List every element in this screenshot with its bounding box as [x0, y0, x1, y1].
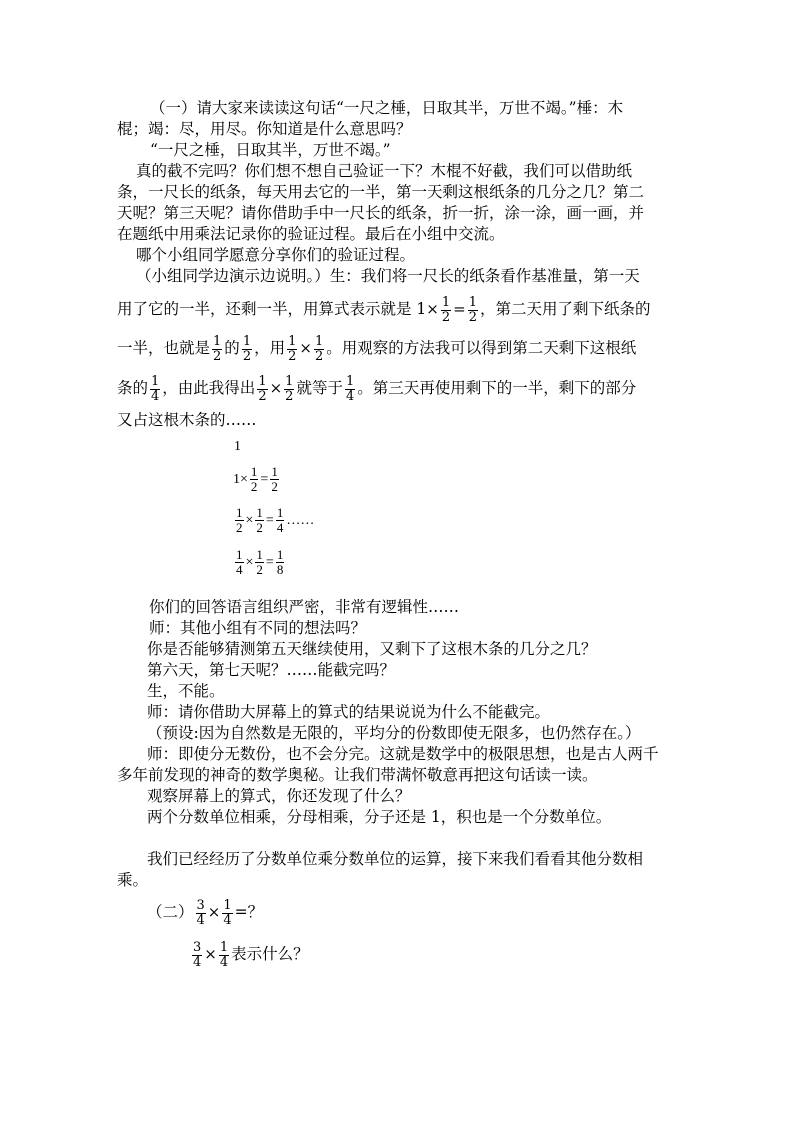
- text-line: 你们的回答语言组织严密，非常有逻辑性……: [149, 598, 460, 616]
- times-sign: ×: [207, 903, 221, 921]
- text-segment: 一半，也就是: [117, 339, 211, 357]
- text-segment: ，用: [254, 339, 286, 357]
- text-line: 我们已经经历了分数单位乘分数单位的运算，接下来我们看看其他分数相: [147, 850, 644, 868]
- text-line: 生，不能。: [147, 682, 225, 700]
- fraction: $\frac{1}{4}$: [151, 373, 160, 404]
- fraction: $\frac{1}{8}$: [276, 547, 284, 578]
- equals-sign: =: [453, 300, 466, 318]
- text-segment: ，第二天用了剩下纸条的: [480, 300, 651, 318]
- text-line: 棍；竭：尽，用尽。你知道是什么意思吗？: [117, 120, 412, 138]
- text-line: （预设:因为自然数是无限的，平均分的份数即使无限多，也仍然存在。）: [147, 724, 641, 742]
- fraction: $\frac{1}{2}$: [250, 464, 258, 495]
- text-line: 哪个小组同学愿意分享你们的验证过程。: [136, 246, 416, 264]
- text-segment: 用了它的一半，还剩一半，用算式表示就是 1: [117, 300, 427, 318]
- equation-line: $\frac{1}{2}$ × $\frac{1}{2}$ = $\frac{1}{4}$ ……: [236, 505, 315, 536]
- text-line: 乘。: [117, 871, 149, 889]
- fraction: $\frac{3}{4}$: [196, 897, 205, 928]
- text-segment: ，由此我得出: [162, 379, 256, 397]
- text-line: [190, 934, 309, 974]
- text-line: [117, 291, 651, 327]
- text-line: 真的截不完吗？你们想不想自己验证一下？木棍不好截，我们可以借助纸: [136, 162, 633, 180]
- fraction: $\frac{1}{2}$: [441, 294, 451, 325]
- text-line: [147, 892, 263, 932]
- fraction: $\frac{1}{4}$: [223, 897, 232, 928]
- text-line: 师：其他小组有不同的想法吗？: [149, 619, 367, 637]
- text-line: （一）请大家来读读这句话“一尺之棰，日取其半，万世不竭。”棰：木: [150, 99, 624, 117]
- text-line: [117, 370, 636, 406]
- fraction: $\frac{1}{2}$: [288, 333, 297, 364]
- text-line: 天呢？第三天呢？请你借助手中一尺长的纸条，折一折，涂一涂，画一画，并: [117, 204, 645, 222]
- text-segment: 条的: [117, 379, 149, 397]
- fraction: $\frac{1}{2}$: [258, 373, 267, 404]
- text-segment: 表示什么？: [231, 945, 309, 963]
- fraction: $\frac{1}{4}$: [276, 505, 284, 536]
- text-line: 师：请你借助大屏幕上的算式的结果说说为什么不能截完。: [147, 703, 551, 721]
- times-sign: ×: [426, 300, 439, 318]
- text-line: 又占这根木条的……: [117, 411, 257, 429]
- equation-line: $\frac{1}{4}$ × $\frac{1}{2}$ = $\frac{1}{8}$: [236, 547, 284, 578]
- fraction: $\frac{1}{2}$: [236, 505, 243, 536]
- text-segment: 。第三天再使用剩下的一半，剩下的部分: [357, 379, 637, 397]
- fraction: $\frac{1}{2}$: [256, 505, 263, 536]
- text-line: （小组同学边演示边说明。）生：我们将一尺长的纸条看作基准量，第一天: [136, 267, 640, 285]
- fraction: $\frac{1}{2}$: [242, 333, 252, 364]
- text-line: 在题纸中用乘法记录你的验证过程。最后在小组中交流。: [117, 225, 505, 243]
- times-sign: ×: [204, 945, 217, 963]
- text-line: “一尺之棰，日取其半，万世不竭。”: [150, 141, 391, 159]
- equation-line: 1: [234, 439, 241, 454]
- text-segment: 。用观察的方法我可以得到第二天剩下这根纸: [326, 339, 637, 357]
- text-line: 两个分数单位相乘，分母相乘，分子还是 1，积也是一个分数单位。: [147, 808, 612, 826]
- text-line: 师：即使分无数份，也不会分完。这就是数学中的极限思想，也是古人两千: [147, 745, 659, 763]
- times-sign: ×: [299, 339, 312, 357]
- fraction: $\frac{1}{4}$: [236, 547, 243, 578]
- text-line: 第六天，第七天呢？……能截完吗？: [147, 661, 396, 679]
- text-segment: （二）: [147, 903, 194, 921]
- text-line: [117, 330, 636, 366]
- text-line: 你是否能够猜测第五天继续使用，又剩下了这根木条的几分之几？: [147, 640, 597, 658]
- fraction: $\frac{1}{4}$: [219, 939, 229, 970]
- ellipsis: ……: [286, 513, 315, 528]
- fraction: $\frac{1}{4}$: [345, 373, 355, 404]
- text-line: 条，一尺长的纸条，每天用去它的一半，第一天剩这根纸条的几分之几？第二: [117, 183, 645, 201]
- fraction: $\frac{1}{2}$: [271, 464, 278, 495]
- text-line: 多年前发现的神奇的数学奥秘。让我们带满怀敬意再把这句话读一读。: [117, 766, 598, 784]
- fraction: $\frac{1}{2}$: [468, 294, 478, 325]
- times-sign: ×: [269, 379, 283, 397]
- text-segment: 就等于: [296, 379, 343, 397]
- equation-line: 1× $\frac{1}{2}$ = $\frac{1}{2}$: [233, 464, 278, 495]
- text-segment: 的: [224, 339, 240, 357]
- fraction: $\frac{1}{2}$: [256, 547, 263, 578]
- fraction: $\frac{1}{2}$: [285, 373, 294, 404]
- fraction: $\frac{3}{4}$: [193, 939, 202, 970]
- fraction: $\frac{1}{2}$: [314, 333, 324, 364]
- text-line: 观察屏幕上的算式，你还发现了什么？: [147, 787, 411, 805]
- equals-question: =？: [234, 903, 264, 921]
- fraction: $\frac{1}{2}$: [213, 333, 222, 364]
